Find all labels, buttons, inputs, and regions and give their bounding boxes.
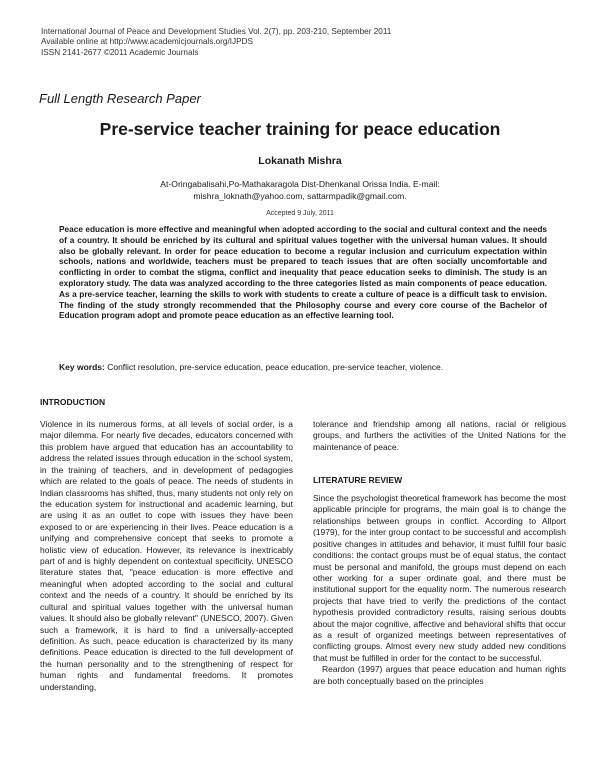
- journal-url: Available online at http://www.academicjournals.org/IJPDS: [41, 37, 253, 47]
- introduction-body: [40, 419, 293, 693]
- keywords-label: Key words:: [59, 362, 105, 372]
- journal-header: [41, 27, 391, 58]
- literature-review-paragraph-1: Since the psychologist theoretical framework has become the most applicable principle for programs, the main goal is to change the relationships between groups in conflict. According to Allport (1979), for the inter group contact to be successful and accomplish positive changes in attitudes and behavior, it must fulfill four basic conditions: the contact groups must be of equal status, the contact must be personal and manifold, the groups must depend on each other working for a super ordinate goal, and there must be institutional support for the equality norm. The numerous research projects that have tried to verify the predictions of the contact hypothesis provided contradictory results, raising serious doubts about the major cognitive, affective and behavioral shifts that occur as a result of organized meetings between representatives of conflicting groups. Almost every new study added new conditions that must be fulfilled in order for the contact to be successful.: [313, 493, 566, 663]
- paper-type: Full Length Research Paper: [39, 91, 201, 106]
- journal-issn: ISSN 2141-2677 ©2011 Academic Journals: [41, 47, 199, 57]
- introduction-continuation-paragraph: tolerance and friendship among all nations, racial or religious groups, and furthers the activities of the United Nations for the maintenance of peace.: [313, 419, 566, 452]
- introduction-continuation: [313, 419, 566, 453]
- keywords: [59, 362, 549, 372]
- author-affiliation: At-Oringabalisahi,Po-Mathakaragola Dist-Dhenkanal Orissa India. E-mail: mishra_loknath@yahoo.com, sattarmpadik@gmail.com.: [160, 179, 440, 201]
- introduction-heading: INTRODUCTION: [40, 397, 106, 407]
- accepted-date: Accepted 9 July, 2011: [266, 210, 334, 217]
- journal-citation: International Journal of Peace and Development Studies Vol. 2(7), pp. 203-210, September 2011: [41, 27, 392, 36]
- paper-title: Pre-service teacher training for peace education: [99, 119, 501, 139]
- literature-review-paragraph-2: Reardon (1997) argues that peace education and human rights are both conceptually based on the principles: [313, 664, 566, 686]
- introduction-paragraph: Violence in its numerous forms, at all levels of social order, is a major dilemma. For nearly five decades, educators concerned with this problem have argued that education has an accountability to address the related issues through education in the school system, in the training of teachers, and in development of pedagogies which are related to the goals of peace. The needs of students in Indian classrooms has shifted, thus, many students not only rely on the education system for instructional and academic learning, but are using it as an outlet to cope with issues they have been exposed to or are experiencing in their lives. Peace education is a unifying and comprehensive concept that seeks to promote a holistic view of education. However, its relevance is inextricably part of and is highly dependent on contextual specificity. UNESCO literature states that, "peace education is more effective and meaningful when adopted according to the social and cultural context and the needs of a country. It should be enriched by its cultural and spiritual values together with the universal human values. It should also be globally relevant" (UNESCO, 2007). Given such a framework, it is hard to find a universally-accepted definition. As such, peace education is characterized by its many definitions. Peace education is directed to the full development of the human personality and to the strengthening of respect for human rights and fundamental freedoms. It promotes understanding,: [40, 419, 293, 692]
- abstract: Peace education is more effective and meaningful when adopted according to the social and cultural context and the needs of a country. It should be enriched by its cultural and spiritual values together with the universal human values. It should also be globally relevant. In order for peace education to become a regular inclusion and curriculum expectation within schools, nations and worldwide, teachers must be prepared to teach issues that are often socially uncomfortable and conflicting in order to combat the stigma, conflict and inequality that peace education seeks to diminish. The study is an exploratory study. The data was analyzed according to the three categories listed as main components of peace education. As a pre-service teacher, learning the skills to work with students to create a culture of peace is a difficult task to envision. The finding of the study strongly recommended that the Philosophy course and every core course of the Bachelor of Education program adopt and promote peace education as an effective learning tool.: [59, 224, 547, 321]
- author-name: Lokanath Mishra: [258, 155, 342, 167]
- keywords-text: Conflict resolution, pre-service education, peace education, pre-service teacher, violence.: [107, 362, 444, 372]
- literature-review-body: [313, 493, 566, 687]
- literature-review-heading: LITERATURE REVIEW: [313, 475, 403, 485]
